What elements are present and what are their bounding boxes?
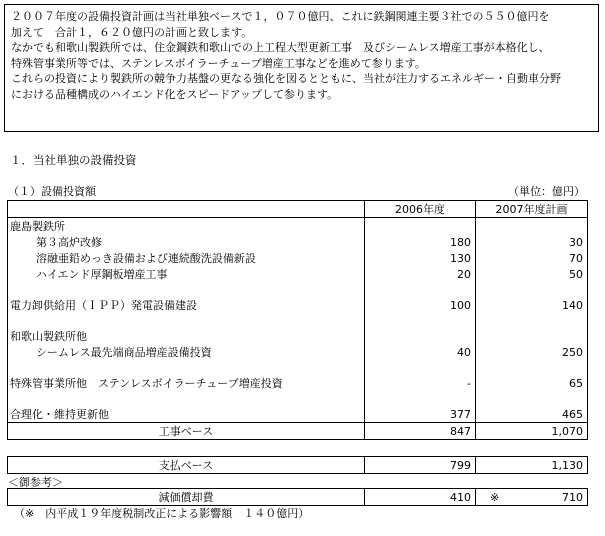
depreciation-2006: 410 — [365, 489, 476, 506]
depreciation-label: 減価償却費 — [8, 489, 365, 506]
depreciation-2007-cell — [476, 489, 588, 506]
note-mark: ※ — [490, 490, 500, 504]
table-row — [8, 313, 588, 328]
row-label: 和歌山製鉄所他 — [8, 328, 365, 344]
row-2006 — [365, 328, 476, 344]
row-2006: 130 — [365, 250, 476, 266]
intro-box — [4, 4, 599, 132]
row-2007: 65 — [476, 375, 588, 391]
table-row — [8, 391, 588, 406]
row-label: 鹿島製鉄所 — [8, 218, 365, 235]
table-row — [8, 344, 588, 360]
header-2007: 2007年度計画 — [476, 201, 588, 218]
row-2006: - — [365, 375, 476, 391]
row-label — [8, 391, 365, 406]
row-2007 — [476, 282, 588, 297]
row-2007: 70 — [476, 250, 588, 266]
row-2007: 465 — [476, 406, 588, 423]
total-label: 工事ベース — [8, 423, 365, 440]
intro-line: なかでも和歌山製鉄所では、住金鋼鉄和歌山での上工程大型更新工事 及びシームレス増産工事が本格化し、 — [11, 41, 550, 54]
row-2006 — [365, 282, 476, 297]
sub-title: （１）設備投資額 — [8, 185, 96, 198]
row-2007: 50 — [476, 266, 588, 282]
total-2006: 847 — [365, 423, 476, 440]
table-row — [8, 360, 588, 375]
unit-label: （単位：億円） — [508, 185, 585, 198]
payment-2006: 799 — [365, 457, 476, 474]
table-row — [8, 328, 588, 344]
intro-line: ２００７年度の設備投資計画は当社単独ベースで１，０７０億円、これに鉄鋼関連主要３社での５５０億円を — [11, 10, 550, 23]
row-2007 — [476, 391, 588, 406]
depreciation-row — [8, 489, 588, 506]
table-row — [8, 375, 588, 391]
row-2007 — [476, 360, 588, 375]
row-2007 — [476, 218, 588, 235]
row-2007 — [476, 313, 588, 328]
row-label — [8, 360, 365, 375]
table-row — [8, 250, 588, 266]
intro-line: 特殊管事業所等では、ステンレスボイラーチューブ増産工事などを進めて参ります。 — [11, 56, 426, 70]
row-2007 — [476, 328, 588, 344]
row-label: ハイエンド厚鋼板増産工事 — [8, 266, 365, 282]
intro-line: 加えて 合計１，６２０億円の計画と致します。 — [11, 25, 253, 39]
intro-line: における品種構成のハイエンド化をスピードアップして参ります。 — [11, 87, 339, 101]
row-label: 合理化・維持更新他 — [8, 406, 365, 423]
table-row — [8, 266, 588, 282]
header-2006: 2006年度 — [365, 201, 476, 218]
payment-row — [8, 457, 588, 474]
investment-table — [7, 200, 588, 440]
row-label: 電力卸供給用（ＩＰＰ）発電設備建設 — [8, 297, 365, 313]
row-2006 — [365, 391, 476, 406]
total-2007: 1,070 — [476, 423, 588, 440]
header-blank — [8, 201, 365, 218]
table-row — [8, 282, 588, 297]
row-label — [8, 282, 365, 297]
depreciation-table — [7, 488, 588, 506]
table-row — [8, 406, 588, 423]
payment-2007: 1,130 — [476, 457, 588, 474]
row-label: シームレス最先端商品増産設備投資 — [8, 344, 365, 360]
table-row — [8, 218, 588, 235]
row-2007: 140 — [476, 297, 588, 313]
table-header — [8, 201, 588, 218]
section-title: １．当社単独の設備投資 — [10, 153, 137, 167]
row-2006 — [365, 360, 476, 375]
row-label: 第３高炉改修 — [8, 234, 365, 250]
total-row-construction — [8, 423, 588, 440]
row-2006: 20 — [365, 266, 476, 282]
intro-line: これらの投資により製鉄所の競争力基盤の更なる強化を図るとともに、当社が注力するエネルギー・自動車分野 — [11, 72, 561, 85]
row-2006: 180 — [365, 234, 476, 250]
reference-label: ＜御参考＞ — [8, 476, 63, 489]
row-label: 特殊管事業所他 ステンレスボイラーチューブ増産投資 — [8, 375, 365, 391]
footnote: （※ 内平成１９年度税制改正による影響額 １４０億円） — [14, 507, 310, 520]
row-2007: 30 — [476, 234, 588, 250]
row-2007: 250 — [476, 344, 588, 360]
table-row — [8, 297, 588, 313]
row-label — [8, 313, 365, 328]
payment-label: 支払ベース — [8, 457, 365, 474]
row-2006: 377 — [365, 406, 476, 423]
table-row — [8, 234, 588, 250]
row-2006: 40 — [365, 344, 476, 360]
depreciation-2007: 710 — [562, 490, 583, 504]
row-2006 — [365, 313, 476, 328]
row-2006 — [365, 218, 476, 235]
row-2006: 100 — [365, 297, 476, 313]
payment-table — [7, 456, 588, 474]
row-label: 溶融亜鉛めっき設備および連続酸洗設備新設 — [8, 250, 365, 266]
